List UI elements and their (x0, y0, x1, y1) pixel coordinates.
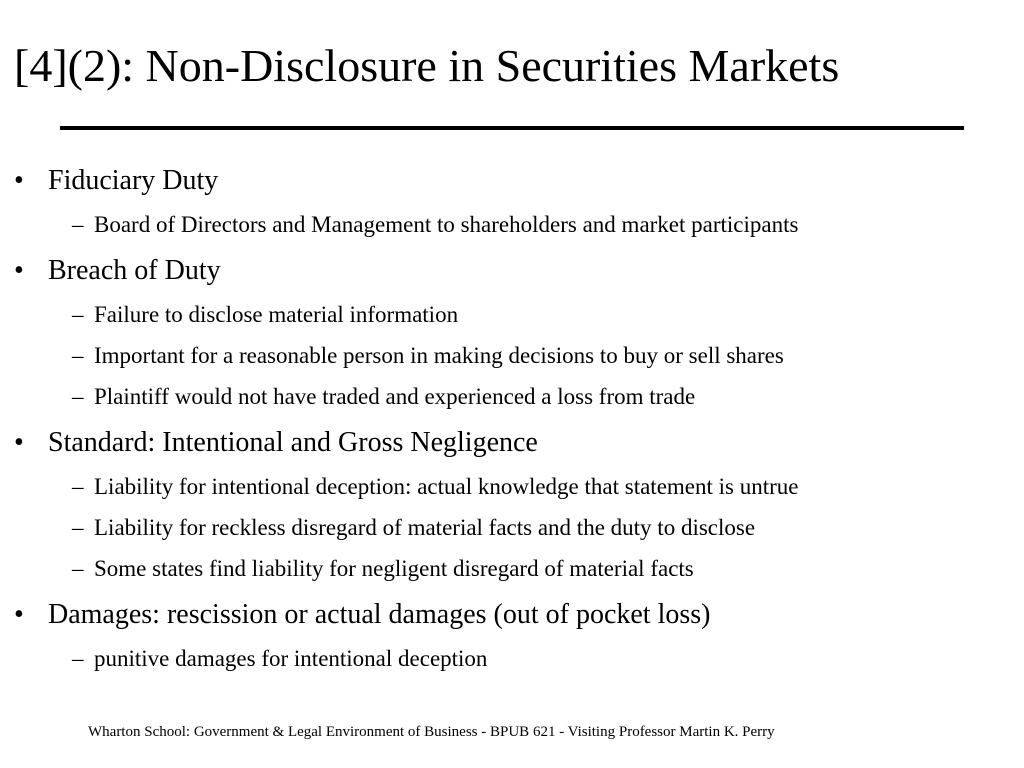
sub-bullet-marker: – (72, 212, 84, 237)
bullet-marker: • (14, 599, 24, 630)
bullet-label: Fiduciary Duty (48, 165, 219, 196)
bullet-marker: • (14, 427, 24, 458)
sub-bullet-marker: – (72, 515, 84, 540)
sub-bullet-item (72, 556, 694, 581)
sub-bullet-item (72, 515, 756, 540)
bullet-marker: • (14, 255, 24, 286)
sub-bullet-label: Board of Directors and Management to shareholders and market participants (94, 212, 799, 237)
sub-bullet-item (72, 474, 799, 499)
bullet-item-damages (14, 599, 711, 630)
sub-bullet-marker: – (72, 556, 84, 581)
bullet-item-breach-of-duty (14, 255, 221, 286)
bullet-item-fiduciary-duty (14, 165, 219, 196)
sub-bullet-item (72, 384, 696, 409)
sub-bullet-item (72, 212, 799, 237)
sub-bullet-label: Liability for intentional deception: actual knowledge that statement is untrue (94, 474, 799, 499)
bullet-marker: • (14, 165, 24, 196)
sub-bullet-label: Failure to disclose material information (94, 302, 459, 327)
sub-bullet-marker: – (72, 474, 84, 499)
sub-bullet-label: Important for a reasonable person in making decisions to buy or sell shares (94, 343, 784, 368)
sub-bullet-item (72, 302, 459, 327)
sub-bullet-item (72, 343, 784, 368)
sub-bullet-label: Some states find liability for negligent disregard of material facts (94, 556, 694, 581)
sub-bullet-label: punitive damages for intentional deception (94, 646, 488, 671)
bullet-label: Damages: rescission or actual damages (out of pocket loss) (48, 599, 711, 630)
sub-bullet-marker: – (72, 302, 84, 327)
sub-bullet-marker: – (72, 343, 84, 368)
sub-bullet-marker: – (72, 384, 84, 409)
bullet-label: Breach of Duty (48, 255, 221, 286)
slide-title: [4](2): Non-Disclosure in Securities Markets (14, 40, 840, 91)
sub-bullet-item (72, 646, 488, 671)
sub-bullet-marker: – (72, 646, 84, 671)
bullet-item-standard (14, 427, 538, 458)
sub-bullet-label: Plaintiff would not have traded and experienced a loss from trade (94, 384, 696, 409)
sub-bullet-label: Liability for reckless disregard of material facts and the duty to disclose (94, 515, 756, 540)
bullet-label: Standard: Intentional and Gross Negligence (48, 427, 538, 458)
slide-footer: Wharton School: Government & Legal Environment of Business - BPUB 621 - Visiting Professor Martin K. Perry (88, 724, 775, 740)
